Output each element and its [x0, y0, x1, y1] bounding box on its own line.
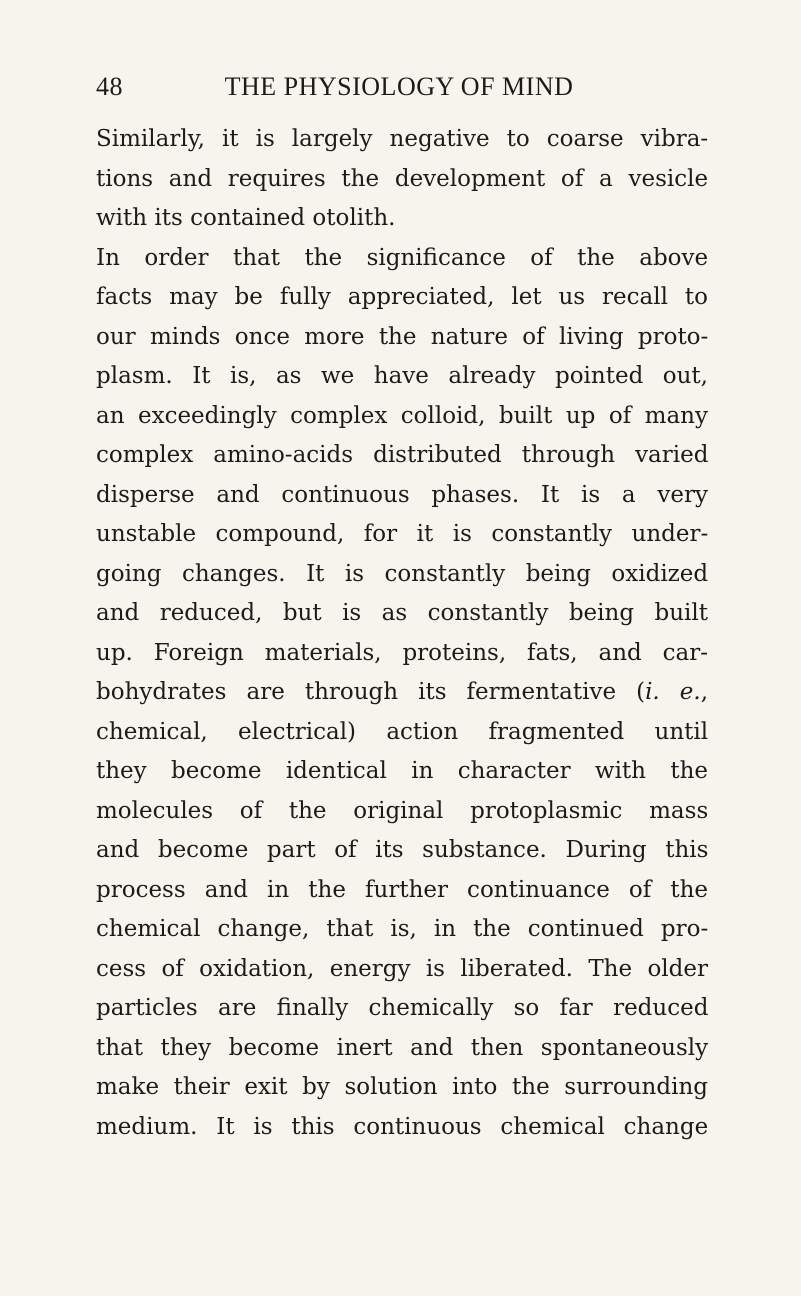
- text-line: an exceedingly complex colloid, built up of many: [96, 402, 708, 429]
- text-line: tions and requires the development of a vesicle: [96, 165, 709, 192]
- text-line: our minds once more the nature of living proto-: [96, 323, 709, 350]
- text-line: going changes. It is constantly being oxidized: [96, 560, 709, 587]
- text-line: particles are finally chemically so far reduced: [96, 995, 709, 1021]
- text-line: facts may be fully appreciated, let us recall to: [96, 284, 708, 310]
- text-line: up. Foreign materials, proteins, fats, and car-: [96, 639, 708, 666]
- text-line: [96, 673, 708, 713]
- text-line: that they become inert and then spontaneously: [96, 1034, 709, 1061]
- text-line: plasm. It is, as we have already pointed out,: [96, 363, 708, 389]
- text-line: they become identical in character with the: [96, 758, 708, 784]
- text-line: cess of oxidation, energy is liberated. The older: [96, 955, 708, 982]
- text-line: process and in the further continuance of the: [96, 876, 708, 903]
- text-line: and reduced, but is as constantly being built: [96, 600, 708, 626]
- text-line: make their exit by solution into the surrounding: [96, 1074, 708, 1100]
- text-segment: ,: [700, 679, 708, 705]
- text-line: medium. It is this continuous chemical change: [96, 1113, 709, 1140]
- text-line: molecules of the original protoplasmic mass: [96, 797, 709, 824]
- running-head: [96, 72, 702, 112]
- text-line: unstable compound, for it is constantly under-: [96, 521, 709, 547]
- body-text: [96, 120, 708, 1147]
- running-title: THE PHYSIOLOGY OF MIND: [224, 72, 574, 101]
- text-line: Similarly, it is largely negative to coarse vibra-: [96, 126, 709, 152]
- text-line: In order that the significance of the above: [96, 244, 709, 271]
- text-line: chemical change, that is, in the continued pro-: [96, 916, 709, 942]
- text-line: disperse and continuous phases. It is a very: [96, 481, 708, 508]
- text-line: complex amino-acids distributed through varied: [96, 442, 709, 468]
- italic-abbreviation: i. e.: [645, 679, 701, 705]
- text-line: with its contained otolith.: [96, 205, 396, 231]
- text-segment: bohydrates are through its fermentative (: [96, 679, 646, 705]
- text-line: and become part of its substance. During this: [96, 837, 709, 863]
- text-line: chemical, electrical) action fragmented until: [96, 718, 709, 745]
- page-number: 48: [96, 72, 123, 101]
